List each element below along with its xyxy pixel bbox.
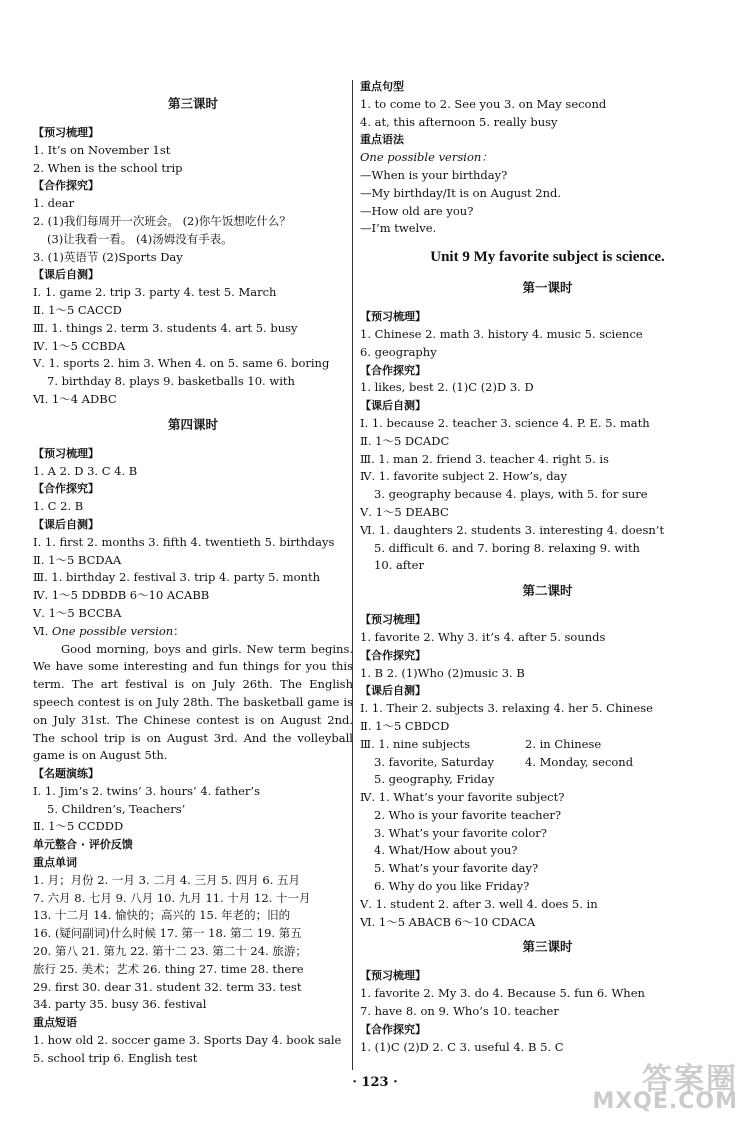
answer-part: 4. Monday, second [525,754,634,769]
answer-line: Ⅵ. 1～5 ABACB 6～10 CDACA [360,914,536,929]
section-heading: 【预习梳理】 [360,310,426,324]
version-label: One possible version [51,623,174,638]
answer-line: 29. first 30. dear 31. student 32. term 33. test [33,979,302,994]
section-heading: 【预习梳理】 [360,613,426,627]
answer-line: 3. What’s your favorite color? [374,825,547,840]
section-title: 第三课时 [522,939,573,955]
section-heading: 【合作探究】 [360,1022,426,1036]
answer-line: 6. Why do you like Friday? [374,879,530,894]
answer-line: 1. C 2. B [33,499,84,514]
answer-line: 1. Chinese 2. math 3. history 4. music 5. science [360,326,643,341]
answer-line: Ⅲ. 1. man 2. friend 3. teacher 4. right 5. is [360,451,609,466]
section-title: 第三课时 [167,96,218,111]
answer-line: 7. birthday 8. plays 9. basketballs 10. with [47,374,295,389]
watermark-logo [592,1062,738,1114]
answer-line [360,754,735,772]
answer-line: Ⅲ. 1. things 2. term 3. students 4. art 5. busy [33,320,298,335]
answer-line: 1. (1)C (2)D 2. C 3. useful 4. B 5. C [360,1039,564,1054]
answer-line: 7. 六月 8. 七月 9. 八月 10. 九月 11. 十月 12. 十一月 [33,890,311,905]
section-unit8-review-cont [360,78,735,238]
answer-line [33,623,353,641]
answer-line: Ⅰ. 1. game 2. trip 3. party 4. test 5. March [33,285,277,300]
answer-line: Ⅱ. 1～5 CBDCD [360,718,450,733]
section-title: 第一课时 [522,280,573,296]
answer-line: Ⅴ. 1～5 DEABC [360,504,449,519]
answer-line: 旅行 25. 美术；艺术 26. thing 27. time 28. there [33,961,304,976]
answer-line: 1. to come to 2. See you 3. on May second [360,96,607,111]
answer-line: 1. favorite 2. Why 3. it’s 4. after 5. sounds [360,629,606,644]
answer-line: 4. at, this afternoon 5. really busy [360,114,558,129]
answer-line: Ⅱ. 1～5 BCDAA [33,552,122,567]
section-heading: 重点句型 [360,80,404,93]
answer-line: 7. have 8. on 9. Who’s 10. teacher [360,1004,559,1019]
section-heading: 【预习梳理】 [360,969,426,983]
unit-title: Unit 9 My favorite subject is science. [430,249,665,266]
answer-line [360,736,735,754]
section-heading: 【名题演练】 [33,767,99,781]
answer-part: 2. in Chinese [525,736,602,751]
sample-essay: Good morning, boys and girls. New term begins. We have some interesting and fun things for you this term. The art festival is on July 26th. The English speech contest is on July 28th. The basketball game is on July 31st. The Chinese contest is on August 2nd. The school trip is on August 3rd. And the volleyball game is on August 5th. [33,641,353,763]
answer-line: 3. geography because 4. plays, with 5. for sure [374,487,648,502]
answer-line: Ⅳ. 1～5 CCBDA [33,338,126,353]
section-lesson-2 [360,581,735,931]
answer-line: 6. geography [360,344,437,359]
answer-line: 5. school trip 6. English test [33,1050,198,1065]
answer-line: 1. A 2. D 3. C 4. B [33,463,138,478]
section-heading: 【课后自测】 [33,517,99,531]
answer-line: 1. It’s on November 1st [33,142,171,157]
answer-line: 10. after [374,558,424,573]
section-heading: 【合作探究】 [33,179,99,193]
answer-line: Ⅴ. 1～5 BCCBA [33,605,122,620]
page-number: · 123 · [352,1075,398,1090]
section-heading: 重点单词 [33,856,77,870]
answer-line: 2. (1)我们每周开一次班会。 (2)你午饭想吃什么？ [33,213,291,228]
unit-review-heading: 单元整合 · 评价反馈 [33,838,133,852]
section-heading: 【合作探究】 [360,648,426,662]
answer-line: Ⅱ. 1～5 CCDDD [33,819,124,834]
answer-line: (3)让我看一看。 (4)汤姆没有手表。 [47,231,233,246]
section-heading: 【课后自测】 [360,684,426,698]
answer-line: Ⅱ. 1～5 CACCD [33,302,122,317]
answer-line: 3. (1)英语节 (2)Sports Day [33,249,183,264]
answer-line: Ⅵ. 1～4 ADBC [33,391,117,406]
section-heading: 重点短语 [33,1016,77,1030]
answer-line: Ⅰ. 1. because 2. teacher 3. science 4. P. E. 5. math [360,415,650,430]
answer-line: 16. (疑问副词)什么时候 17. 第一 18. 第二 19. 第五 [33,926,302,941]
answer-line: —I’m twelve. [360,221,437,236]
watermark-text: 答案圈 [642,1062,738,1097]
answer-line: 2. Who is your favorite teacher? [374,807,562,822]
left-column [33,0,353,1068]
answer-line: —My birthday/It is on August 2nd. [360,185,562,200]
answer-line: 1. how old 2. soccer game 3. Sports Day 4. book sale [33,1033,342,1048]
section-heading: 【预习梳理】 [33,446,99,460]
section-lesson-1 [360,278,735,575]
answer-line: —How old are you? [360,203,474,218]
answer-part: Ⅲ. 1. nine subjects [360,736,470,751]
answer-line: 1. B 2. (1)Who (2)music 3. B [360,665,525,680]
answer-line: Ⅰ. 1. Their 2. subjects 3. relaxing 4. her 5. Chinese [360,701,653,716]
section-title: 第二课时 [522,583,573,599]
answer-line: Ⅵ. 1. daughters 2. students 3. interesting 4. doesn’t [360,522,665,537]
section-heading: 重点语法 [360,133,404,147]
answer-line: Ⅴ. 1. student 2. after 3. well 4. does 5. in [360,896,598,911]
section-heading: 【课后自测】 [33,268,99,282]
answer-line: 1. 月；月份 2. 一月 3. 二月 4. 三月 5. 四月 6. 五月 [33,872,301,887]
section-lesson-3-unit9 [360,937,735,1056]
answer-line: 2. When is the school trip [33,160,183,175]
right-column [360,0,735,1056]
section-heading: 【预习梳理】 [33,126,99,139]
answer-line: 13. 十二月 14. 愉快的；高兴的 15. 年老的；旧的 [33,908,291,923]
answer-line: Ⅳ. 1. What’s your favorite subject? [360,790,565,805]
section-heading: 【合作探究】 [360,363,426,377]
answer-line: Ⅳ. 1. favorite subject 2. How’s, day [360,469,567,484]
section-lesson-3 [33,94,353,409]
roman-numeral: Ⅵ. [33,623,52,638]
answer-line: 1. likes, best 2. (1)C (2)D 3. D [360,380,534,395]
section-title: 第四课时 [167,416,218,432]
answer-line: Ⅲ. 1. birthday 2. festival 3. trip 4. party 5. month [33,570,320,585]
answer-line: 5. What’s your favorite day? [374,861,539,876]
answer-line: Ⅴ. 1. sports 2. him 3. When 4. on 5. same 6. boring [33,356,330,371]
answer-line: 34. party 35. busy 36. festival [33,997,207,1012]
answer-line: 20. 第八 21. 第九 22. 第十二 23. 第二十 24. 旅游； [33,944,307,959]
answer-line: One possible version： [360,150,493,165]
answer-line: 1. favorite 2. My 3. do 4. Because 5. fun 6. When [360,986,645,1001]
watermark-url: MXQE.COM [592,1089,738,1114]
colon: ： [173,623,185,638]
answer-line: 4. What/How about you? [374,843,518,858]
section-heading: 【合作探究】 [33,482,99,496]
answer-line: 1. dear [33,196,75,211]
answer-line: Ⅰ. 1. first 2. months 3. fifth 4. twentieth 5. birthdays [33,534,335,549]
answer-part: 3. favorite, Saturday [374,754,495,769]
answer-line: 5. geography, Friday [374,772,495,787]
answer-line: Ⅳ. 1～5 DDBDB 6～10 ACABB [33,588,210,603]
section-heading: 【课后自测】 [360,399,426,413]
answer-line: Ⅰ. 1. Jim’s 2. twins’ 3. hours’ 4. father’s [33,783,260,798]
answer-line: Ⅱ. 1～5 DCADC [360,433,450,448]
answer-line: 5. difficult 6. and 7. boring 8. relaxing 9. with [374,540,640,555]
answer-line: —When is your birthday? [360,167,508,182]
section-lesson-4 [33,415,353,1068]
answer-line: 5. Children’s, Teachers’ [47,801,186,816]
